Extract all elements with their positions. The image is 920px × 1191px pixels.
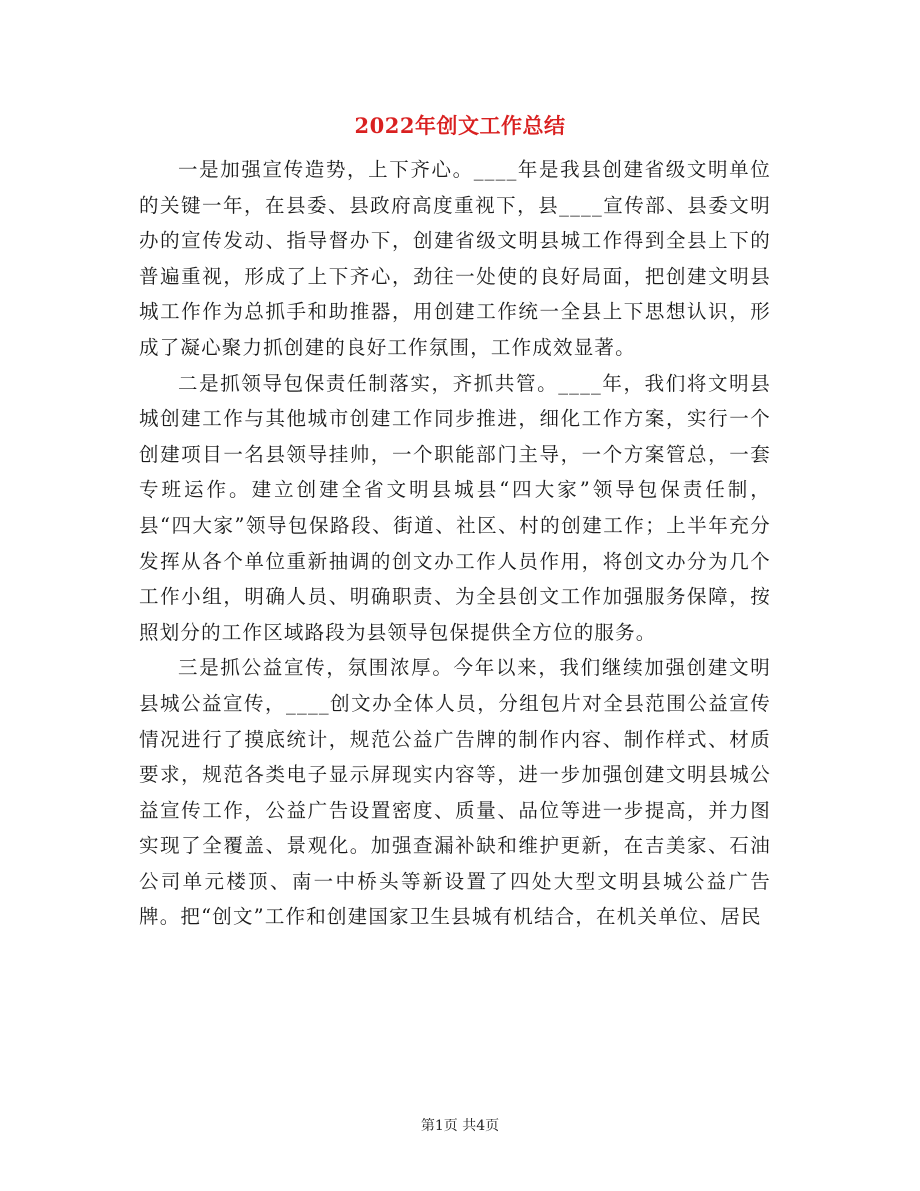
paragraph: 二是抓领导包保责任制落实，齐抓共管。____年，我们将文明县城创建工作与其他城市创建工作同步推进，细化工作方案，实行一个创建项目一名县领导挂帅，一个职能部门主导，一个方案管总，一套专班运作。建立创建全省文明县城县“四大家”领导包保责任制，县“四大家”领导包保路段、街道、社区、村的创建工作；上半年充分发挥从各个单位重新抽调的创文办工作人员作用，将创文办分为几个工作小组，明确人员、明确职责、为全县创文工作加强服务保障，按照划分的工作区域路段为县领导包保提供全方位的服务。	[139, 371, 771, 644]
paragraph: 一是加强宣传造势，上下齐心。____年是我县创建省级文明单位的关键一年，在县委、县政府高度重视下，县____宣传部、县委文明办的宣传发动、指导督办下，创建省级文明县城工作得到全县上下的普遍重视，形成了上下齐心，劲往一处使的良好局面，把创建文明县城工作作为总抓手和助推器，用创建工作统一全县上下思想认识，形成了凝心聚力抓创建的良好工作氛围，工作成效显著。	[139, 158, 771, 359]
document-body	[139, 152, 771, 935]
document-title: 2022年创文工作总结	[354, 113, 566, 138]
page-footer: 第1页 共4页	[420, 1118, 500, 1134]
paragraph: 三是抓公益宣传，氛围浓厚。今年以来，我们继续加强创建文明县城公益宣传，____创文办全体人员，分组包片对全县范围公益宣传情况进行了摸底统计，规范公益广告牌的制作内容、制作样式、材质要求，规范各类电子显示屏现实内容等，进一步加强创建文明县城公益宣传工作，公益广告设置密度、质量、品位等进一步提高，并力图实现了全覆盖、景观化。加强查漏补缺和维护更新，在吉美家、石油公司单元楼顶、南一中桥头等新设置了四处大型文明县城公益广告牌。把“创文”工作和创建国家卫生县城有机结合，在机关单位、居民	[139, 656, 771, 929]
